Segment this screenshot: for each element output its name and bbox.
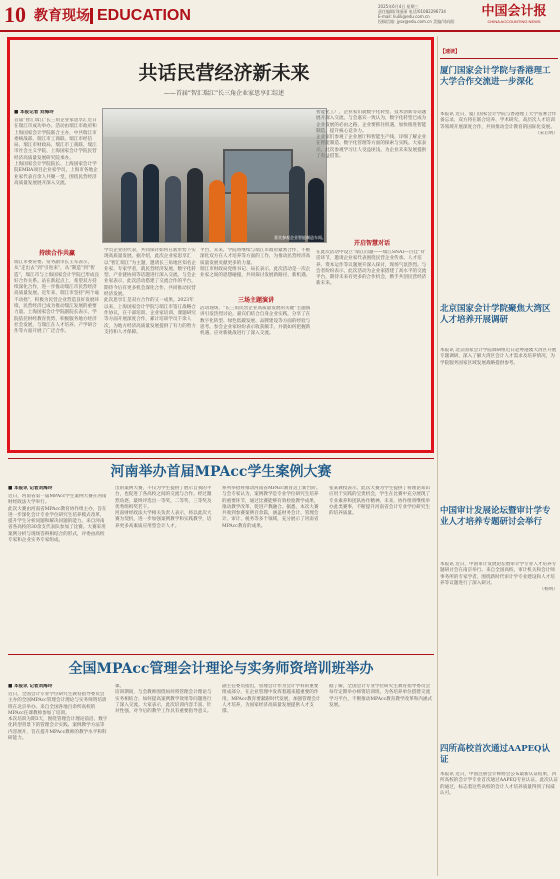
brief-body — [440, 112, 558, 296]
logo-en: CHINA ACCOUNTING NEWS — [487, 19, 541, 24]
lead-paragraph: 首届“智汇瑞江”长三角企业家思享汇近日在瑞江市成功举办。活动由瑞江市政府和上海国家会计学院联合主办，中共瑞江市委统战部、瑞江市工商联、瑞江市经信局、瑞江市财政局、瑞江市工商联、瑞江市社会主义学院、上海国家会计学院民营经济高质量发展研究院承办。 上海国家会计学院院长、上海国家会计学院EMBA项目企业家学员，上海市各地企业家代表百余人共聚一堂，围绕民营经济高质量发展展开深入交流。 — [14, 118, 98, 186]
article3-paragraph: 据了解，全国会计专业学位研究生教育指导委员会每年定期举办师资培训班，为各培养单位搭建交流学习平台，不断推动MPAcc教育教学改革和内涵式发展。 — [329, 684, 433, 708]
lead-col3-bottom — [200, 306, 312, 448]
brief-text: 本报讯 近日，中国审计发展论坛暨审计学专业人才培养专题研讨会在南京举行。来自全国高校、审计机关和会计师事务所的专家学者，围绕新时代审计学专业建设和人才培养等议题进行了深入研讨。 — [440, 562, 557, 586]
article3-col1 — [8, 684, 108, 874]
lead-subhead: 三场主题演讲 — [237, 297, 274, 304]
section-title-en: EDUCATION — [97, 7, 191, 24]
lead-paragraph: 在此次活动中设立“瑞江问题——瑞江SNAI—百佳”对话环节，邀请企业家代表围绕民营企业传承、人才培养、资本运作等议题展开深入探讨，现场气氛热烈。与会者纷纷表示，此次活动为企业家搭建了高水平的交流平台，期待未来有更多的合作机会，携手共创民营经济新未来。 — [316, 250, 427, 287]
article3-col3 — [222, 684, 322, 874]
article2-byline: ■ 本报讯 记者刘海玲 — [8, 486, 53, 491]
article2-paragraph: 出的案例大赛，不仅为学生提供了展示自我的平台，也促进了各高校之间的交流与合作。经过激烈角逐，最终评选出一等奖、二等奖、三等奖及优秀组织奖若干。 河南财经政法大学相关负责人表示，将以此次大赛为契机，进一步加强案例教学和实践教学，培养更多高素质应用型会计人才。 — [115, 486, 212, 529]
divider — [8, 654, 434, 655]
article2-col3 — [222, 486, 322, 646]
article3-byline: ■ 本报讯 记者刘海玲 — [8, 684, 53, 689]
article3-paragraph: 课。 培训期间，与会教师围绕如何将管理会计理论与实务相结合、如何提高案例教学效果等问题进行了深入交流。大家表示，此次培训内容丰富、针对性强，对今后的教学工作具有重要指导意义。 — [115, 684, 212, 715]
lead-col4-top — [316, 110, 428, 232]
article2-col2 — [115, 486, 215, 646]
article3-col4 — [329, 684, 434, 874]
article2-paragraph: 近日，河南省第一届MPAcc学生案例大赛在河南财经政法大学举行。 此次大赛由河南省MPAcc教育协作组主办，旨在进一步深化会计专业学位研究生培养模式改革，提升学生分析问题和解决问题的能力。来自河南省各高校的30余支代表队参加了比赛。大赛采用案例分析与现场答辩相结合的形式，评委由高校专家和企业实务专家组成。 — [8, 494, 107, 544]
photo-person — [121, 172, 137, 242]
lead-col2 — [104, 248, 196, 448]
brief-title: 厦门国家会计学院与香港理工大学合作交流进一步深化 — [440, 66, 551, 87]
photo-person — [231, 172, 247, 242]
divider — [440, 58, 558, 59]
newspaper-logo — [470, 4, 558, 24]
lead-paragraph: 学员企业的代表，共同探讨如何在新形势下实现高质量发展。据介绍，此次企业家思享汇以“智汇瑞江”为主题，邀请长三角地区知名企业家、专家学者，就民营经济发展、数字化转型、产业链协同等话题进行深入交流。与会企业家表示，此次活动搭建了交流合作的平台，期待今后有更多机会深化合作，共同推动民营经济发展。 此次思享汇是双方合作的又一成果。2023年以来，上海国家会计学院与瑞江市签订战略合作协议，在干部培训、企业家培训、课题研究等方面开展深度合作，累计培训学员千余人次，为地方经济高质量发展提供了有力的智力支持和人才保障。 — [104, 248, 196, 335]
lead-col3-top — [200, 248, 312, 296]
logo-cn: 中国会计报 — [481, 4, 547, 19]
lead-subhead: 开启智慧对话 — [353, 240, 390, 247]
article2-col4 — [329, 486, 434, 646]
brief-text: 本报讯 近日，中国注册会计师协会公布最新认证结果，四所高校的会计学专业首次通过AAPEQ专业认证。此次认证的通过，标志着这些高校的会计人才培养质量得到了权威认可。 — [440, 772, 558, 796]
article2-paragraph: 系列举措将推动河南省MPAcc教育迈上新台阶。与会专家认为，案例教学是专业学位研究生培养的重要环节，通过比赛能够有效检验教学成果，推动教学改革，促进产教融合。据悉，本次大赛共收到参赛案例百余篇，涵盖财务会计、管理会计、审计、税务等多个领域，充分展示了河南省MPAcc教育的成果。 — [222, 486, 321, 529]
lead-paragraph: 平台，未来，学院将继续与瑞江市政府紧密合作，不断深化双方在人才培养等方面的工作，为推动民营经济高质量发展贡献更多的力量。 瑞江市财政局党组书记、局长表示，此次活动是一次企业家之间的思想碰撞，共同探讨发展新路径、新机遇。 — [200, 248, 311, 279]
issue-meta — [378, 4, 470, 24]
article3-headline: 全国MPAcc管理会计理论与实务师资培训班举办 — [68, 661, 374, 677]
sidebar-tag: 【速读】 — [440, 49, 461, 55]
lead-photo — [102, 108, 327, 243]
lead-col1-top — [14, 110, 100, 248]
brief-title: 四所高校首次通过AAPEQ认证 — [440, 744, 550, 765]
brief-body — [440, 772, 558, 872]
article3-col2 — [115, 684, 215, 874]
lead-paragraph: 活动现场，“长三角民营企业高质量发展的关键”主题演讲引发热烈讨论。嘉宾们结合自身企业实践，分享了在数字化转型、绿色低碳发展、品牌建设等方面的经验与思考。参会企业家纷纷表示收获颇丰，并就如何把握新机遇、应对新挑战进行了深入交流。 — [200, 306, 311, 337]
brief-body — [440, 348, 558, 498]
article2-paragraph: 张某教授表示，此次大赛为学生提供了将理论知识应用于实践的宝贵机会，学生在比赛中充分展现了专业素养和团队协作精神。未来，协作组将继续举办此类赛事，不断提升河南省会计专业学位研究生的培养质量。 — [329, 486, 431, 517]
lead-paragraph: 瑞江市委常委、常务副市长王军表示，从“走出去”到“引进来”，从“制造”到“智造”，瑞江市与上海国家会计学院已形成良好合作关系。站在新起点上，希望双方持续深化合作，进一步推动瑞江市民营经济高质量发展。近年来，瑞江市坚持“两个毫不动摇”，积极为民营企业营造良好发展环境，民营经济已成为推动瑞江发展的重要力量。上海国家会计学院副院长表示，学院依托财经教育优势，积极服务地方经济社会发展，与瑞江在人才培养、产学研合作等方面开展了广泛合作。 — [14, 260, 100, 335]
lead-col4-bottom — [316, 250, 428, 448]
meta-line: 责任编辑/刘丽丽 电话/01082296734 — [378, 9, 446, 14]
meta-line: 投稿信箱: jysx@edu.com.cn 美编/刘向阳 — [378, 19, 455, 24]
brief-note: （宋启明） — [535, 130, 558, 136]
lead-paragraph: 智能化工厂，企业家们就数字化转型、技术创新等话题展开深入交流。与会嘉宾一致认为，数字化转型已成为企业发展的必由之路，企业要抓住机遇，加快推进智能制造，提升核心竞争力。 企业家们参观了企业展厅和智能生产线，详细了解企业在智能制造、数字化管理等方面的探索与实践。大家表示，此次参观学习让人受益匪浅，为企业未来发展提供了有益借鉴。 — [316, 110, 427, 160]
lead-byline: ■ 本报记者 刘海玲 — [14, 110, 54, 115]
photo-person — [143, 164, 159, 242]
lead-col1-bottom — [14, 260, 100, 448]
meta-line: 2025年6月4日 星期三 — [378, 4, 419, 9]
news-brief-sidebar — [440, 36, 558, 876]
article2-col1 — [8, 486, 108, 646]
page-number: 10 — [4, 2, 26, 27]
photo-person — [187, 168, 203, 242]
meta-line: E-mail: liulili@edu.com.cn — [378, 14, 430, 19]
photo-ceiling — [103, 109, 326, 137]
page-header — [0, 0, 560, 32]
lead-headline: 共话民营经济新未来 — [138, 62, 310, 84]
photo-caption: 嘉宾参观企业智能制造车间。 — [274, 235, 326, 240]
lead-subtitle: ——首届“智汇瑞江”长三角企业家思享汇综述 — [163, 90, 285, 97]
photo-person — [165, 176, 181, 242]
article3-paragraph: 近日，全国会计专业学位研究生教育指导委员会主办的全国MPAcc管理会计理论与实务师资培训班在北京举办。来自全国各地百余所高校的MPAcc任课教师参加了培训。 本次培训为期3天，围绕管理会计理论前沿、数字化转型背景下的管理会计实践、案例教学方法等内容展开，旨在提升MPAcc教师的教学水平和科研能力。 — [8, 692, 108, 742]
lead-subhead: 持续合作共赢 — [38, 250, 75, 257]
brief-text: 本报讯 北京国家会计学院调研组近日赴粤港澳大湾区开展专题调研，深入了解大湾区会计人才需求及培养情况，为学院服务国家区域发展战略提供参考。 — [440, 348, 557, 366]
article2-headline: 河南举办首届MPAcc学生案例大赛 — [110, 464, 332, 480]
section-divider — [90, 8, 93, 24]
column-divider — [437, 36, 438, 876]
brief-title: 中国审计发展论坛暨审计学专业人才培养专题研讨会举行 — [440, 506, 551, 527]
photo-person — [289, 166, 305, 242]
brief-text: 本报讯 近日，厦门国家会计学院与香港理工大学签署合作备忘录，双方将在联合培养、学术研究、高层次人才培训等领域开展深度合作，共同推动会计教育的国际化发展。 — [440, 112, 557, 130]
brief-body — [440, 562, 558, 732]
brief-title: 北京国家会计学院聚焦大湾区人才培养开展调研 — [440, 304, 551, 325]
article3-paragraph: 副主任委员指出，管理会计作为会计学科的重要组成部分，在企业管理中发挥着越来越重要的作用。MPAcc教育要紧跟时代发展，加强管理会计人才培养，为国家经济高质量发展提供人才支撑。 — [222, 684, 321, 715]
divider — [8, 458, 434, 459]
section-title-cn: 教育现场 — [34, 8, 90, 24]
photo-person — [209, 180, 225, 242]
brief-note: （杨明） — [539, 587, 558, 593]
